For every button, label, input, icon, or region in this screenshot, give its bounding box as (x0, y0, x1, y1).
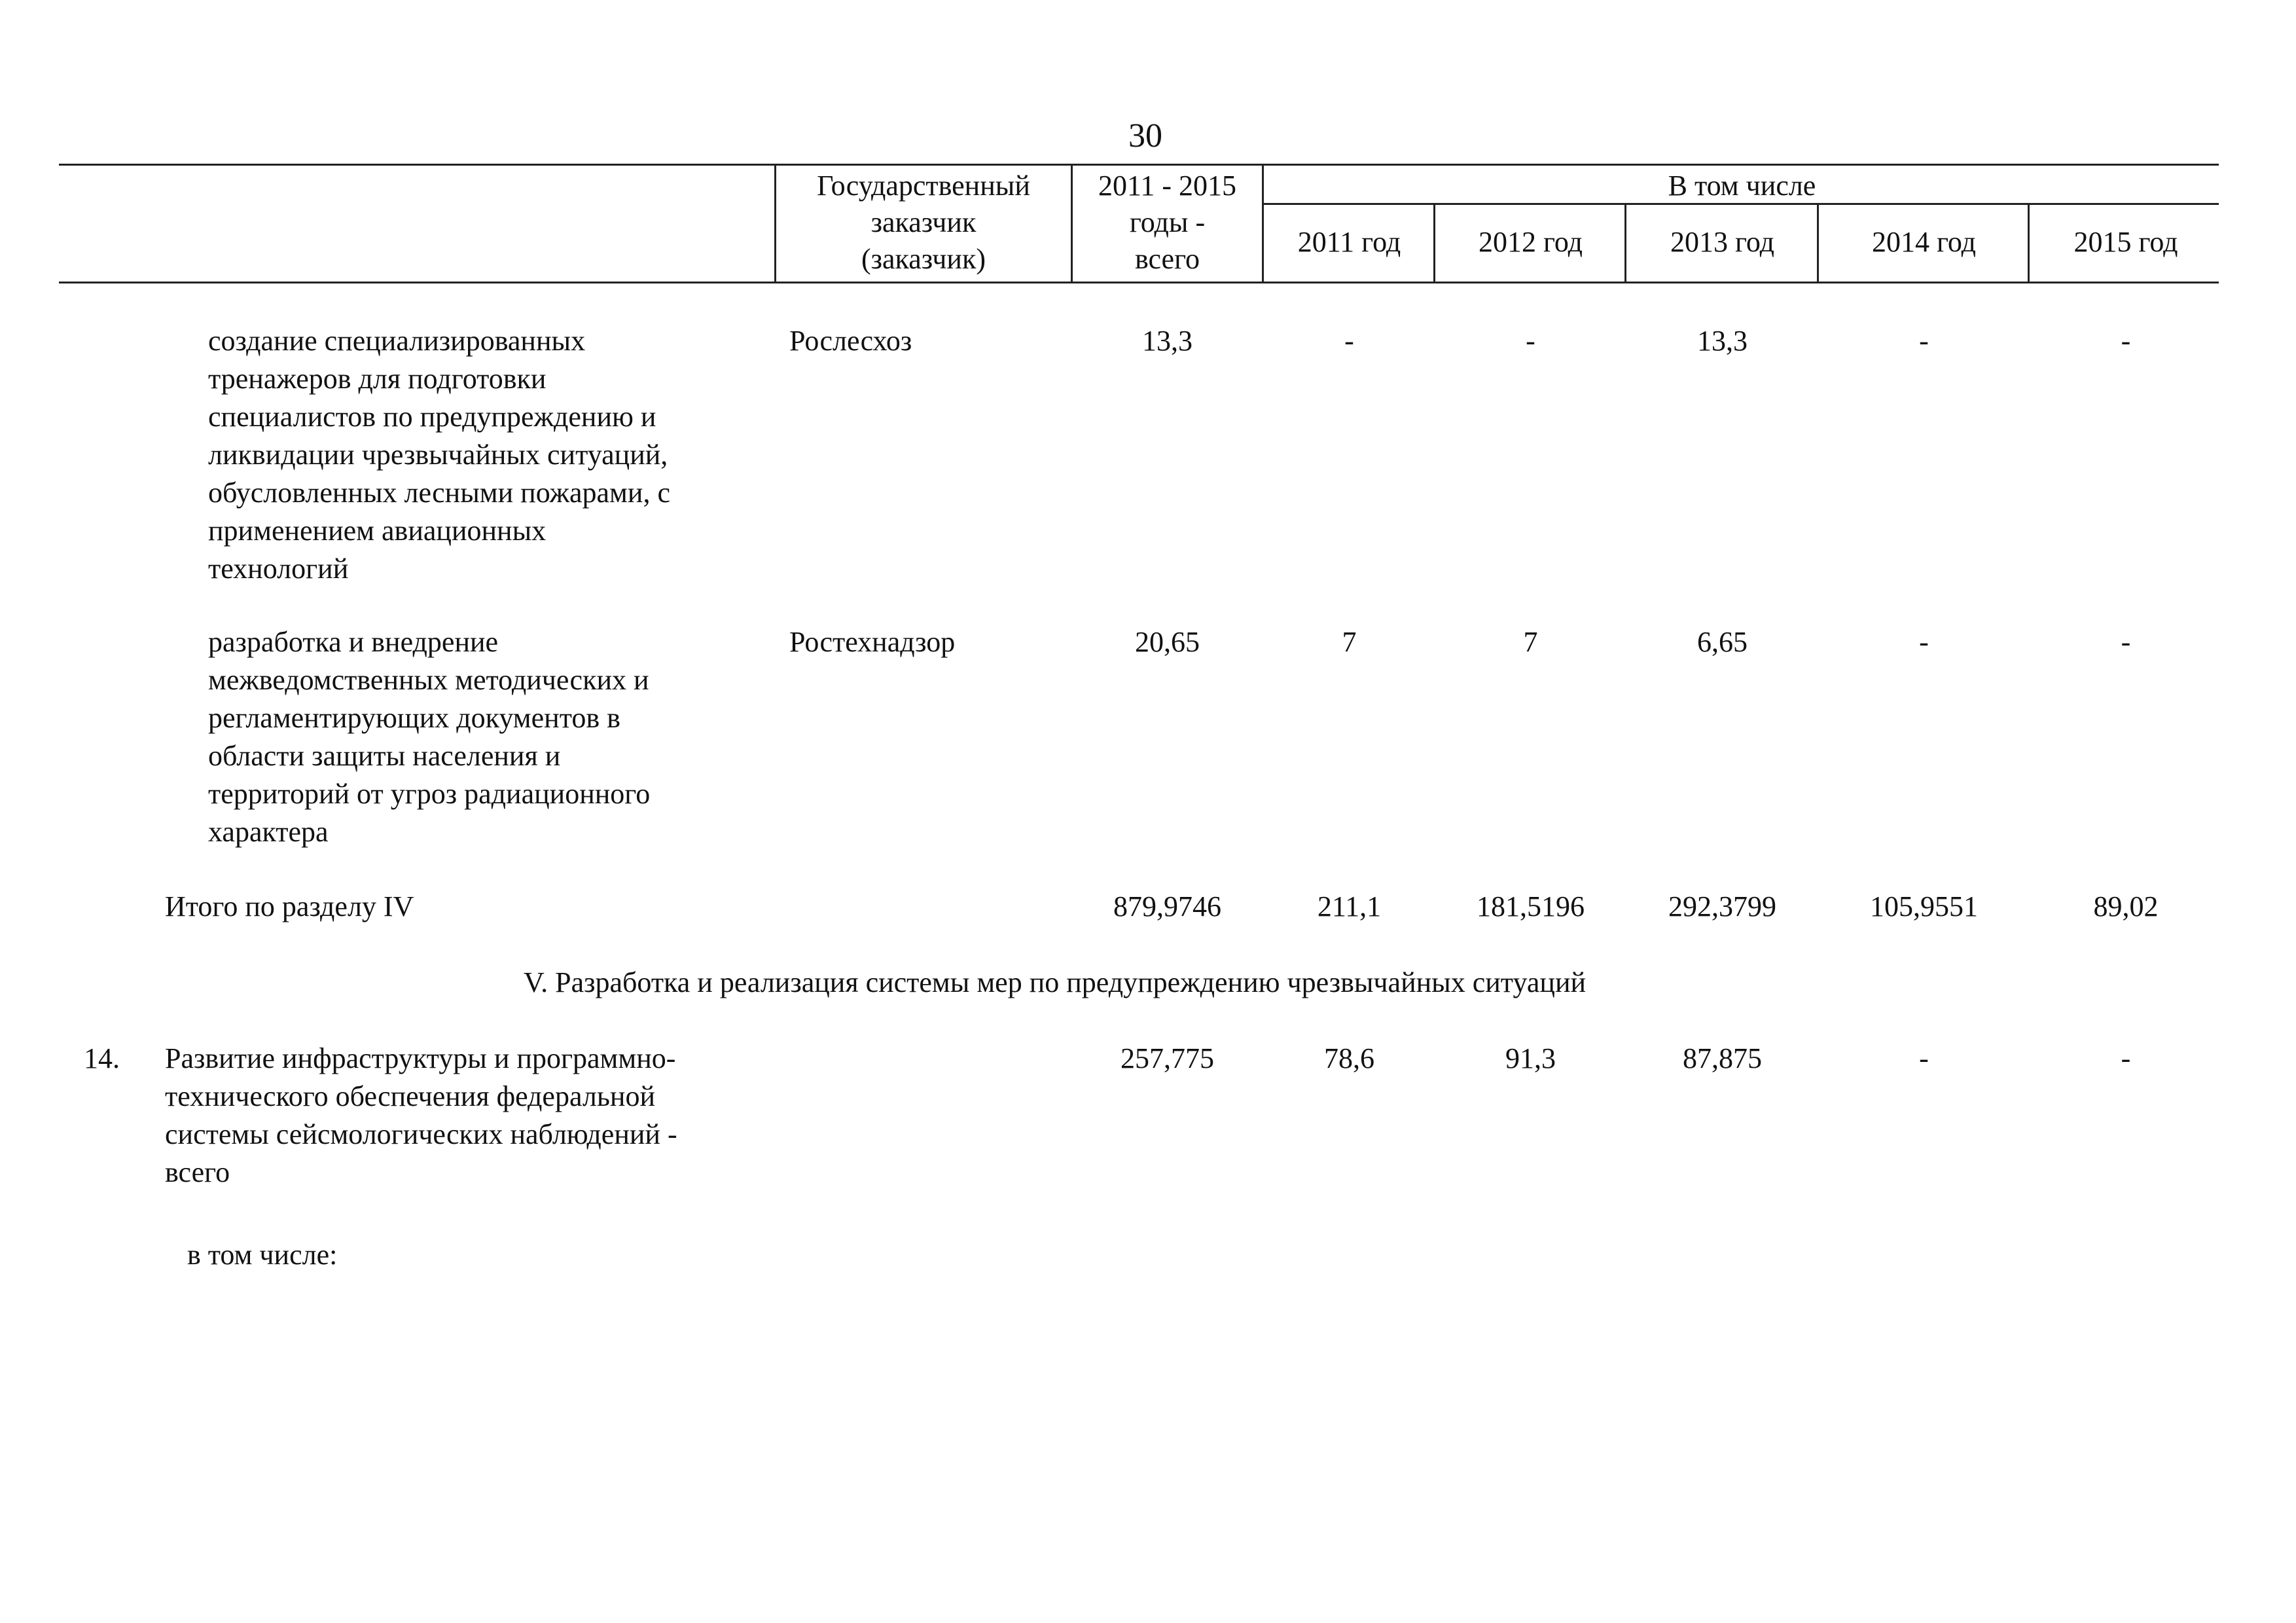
item-14-2013: 87,875 (1683, 1042, 1762, 1074)
section-total-label: Итого по разделу IV (165, 890, 414, 922)
item-14-2015: - (2121, 1042, 2131, 1074)
header-bottom-rule (59, 282, 2219, 283)
section-v-title: V. Разработка и реализация системы мер по предупреждению чрезвычайных ситуаций (524, 966, 1587, 998)
header-divider-6 (1817, 204, 1819, 283)
header-divider-2 (1071, 164, 1073, 283)
item-14-2014: - (1919, 1042, 1929, 1074)
item-14-2012: 91,3 (1505, 1042, 1556, 1074)
row-2-total: 20,65 (1135, 626, 1200, 658)
section-total-2015: 89,02 (2093, 890, 2159, 922)
section-total-2012: 181,5196 (1477, 890, 1585, 922)
header-year-2012: 2012 год (1478, 226, 1583, 258)
header-year-2013: 2013 год (1670, 226, 1775, 258)
header-divider-5 (1624, 204, 1626, 283)
header-year-2015: 2015 год (2073, 226, 2178, 258)
row-2-2011: 7 (1342, 626, 1357, 658)
row-1-2015: - (2121, 325, 2131, 357)
header-divider-1 (774, 164, 776, 283)
row-2-customer: Ростехнадзор (789, 626, 956, 658)
row-2-2012: 7 (1523, 626, 1538, 658)
row-1-2014: - (1919, 325, 1929, 357)
including-label: в том числе: (187, 1239, 338, 1271)
section-total-2013: 292,3799 (1668, 890, 1776, 922)
header-divider-7 (2028, 204, 2030, 283)
header-top-rule (59, 164, 2219, 166)
row-2-2014: - (1919, 626, 1929, 658)
row-1-total: 13,3 (1142, 325, 1193, 357)
row-1-description: создание специализированных тренажеров для подготовки специалистов по предупреждению и ликвидации чрезвычайных ситуаций, обусловленных лесными пожарами, с применением авиационных технологий (208, 325, 670, 585)
page-number: 30 (1128, 117, 1162, 155)
header-year-2011: 2011 год (1297, 226, 1401, 258)
row-1-2012: - (1526, 325, 1535, 357)
item-14-description: Развитие инфраструктуры и программно- технического обеспечения федеральной системы сейсмологических наблюдений - всего (165, 1042, 677, 1188)
header-total: 2011 - 2015 годы - всего (1098, 170, 1237, 275)
section-total-2011: 211,1 (1317, 890, 1382, 922)
header-customer: Государственный заказчик (заказчик) (817, 170, 1030, 275)
header-divider-3 (1262, 164, 1264, 283)
item-14-total: 257,775 (1121, 1042, 1214, 1074)
row-2-2015: - (2121, 626, 2131, 658)
header-divider-4 (1433, 204, 1435, 283)
item-14-2011: 78,6 (1324, 1042, 1374, 1074)
row-1-customer: Рослесхоз (789, 325, 912, 357)
row-2-description: разработка и внедрение межведомственных методических и регламентирующих документов в области защиты населения и территорий от угроз радиационного характера (208, 626, 651, 848)
row-1-2011: - (1344, 325, 1354, 357)
header-including: В том числе (1668, 170, 1816, 202)
row-2-2013: 6,65 (1697, 626, 1748, 658)
item-14-number: 14. (84, 1042, 120, 1074)
section-total-2014: 105,9551 (1870, 890, 1978, 922)
header-year-2014: 2014 год (1871, 226, 1977, 258)
section-total-total: 879,9746 (1113, 890, 1221, 922)
row-1-2013: 13,3 (1697, 325, 1748, 357)
